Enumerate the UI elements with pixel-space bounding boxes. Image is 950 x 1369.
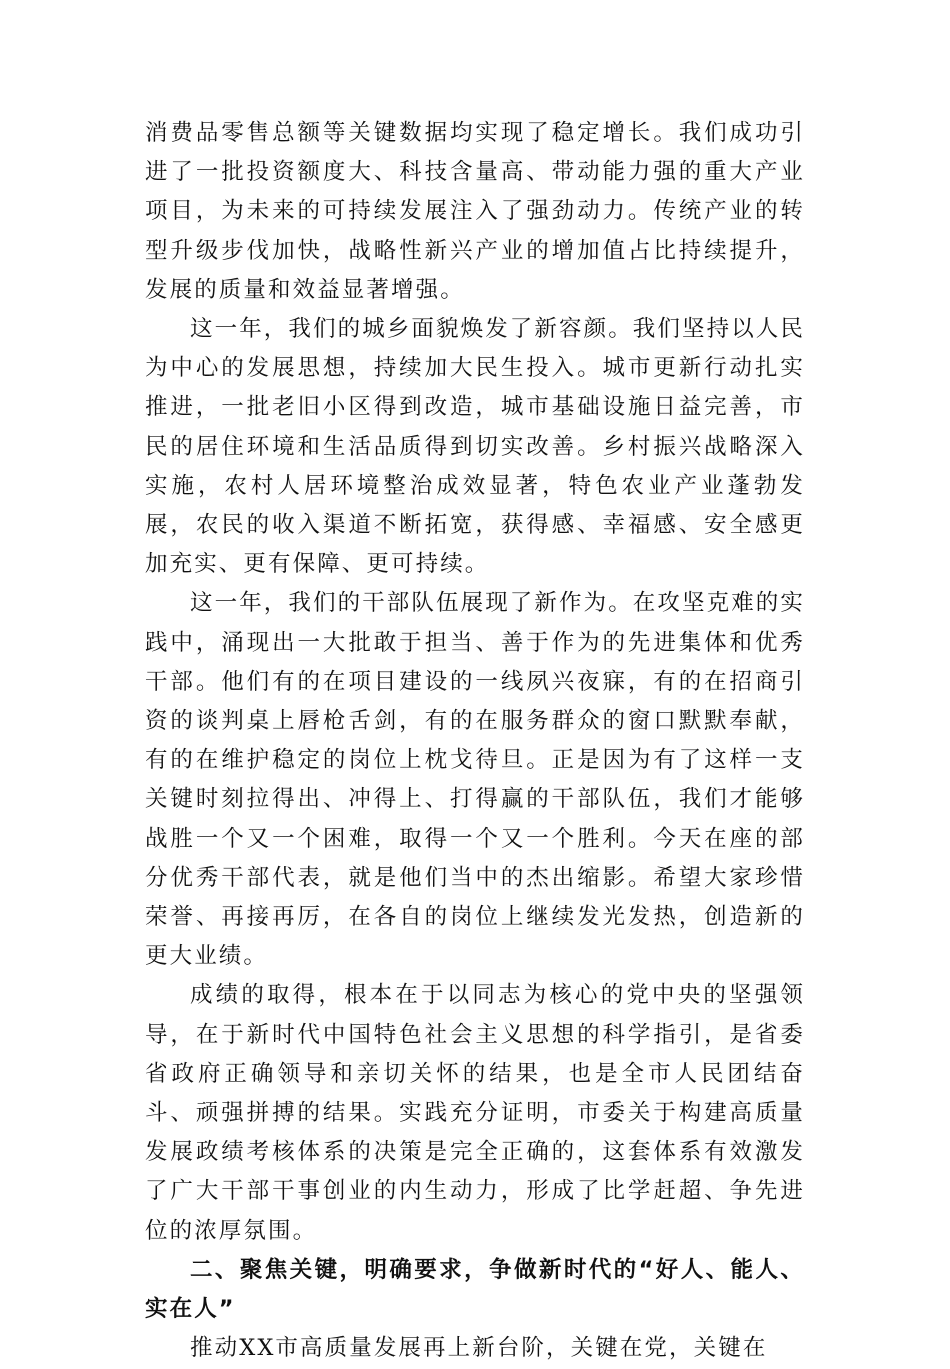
paragraph-continued: 消费品零售总额等关键数据均实现了稳定增长。我们成功引进了一批投资额度大、科技含量高、带动能力强的重大产业项目，为未来的可持续发展注入了强劲动力。传统产业的转型升级步伐加快，战略性新兴产业的增加值占比持续提升，发展的质量和效益显著增强。 xyxy=(145,120,805,303)
paragraph-last: 推动XX市高质量发展再上新台阶，关键在党，关键在 xyxy=(190,1335,768,1362)
paragraph-cadres: 这一年，我们的干部队伍展现了新作为。在攻坚克难的实践中，涌现出一大批敢于担当、善于作为的先进集体和优秀干部。他们有的在项目建设的一线夙兴夜寐，有的在招商引资的谈判桌上唇枪舌剑，有的在服务群众的窗口默默奉献，有的在维护稳定的岗位上枕戈待旦。正是因为有了这样一支关键时刻拉得出、冲得上、打得赢的干部队伍，我们才能够战胜一个又一个困难，取得一个又一个胜利。今天在座的部分优秀干部代表，就是他们当中的杰出缩影。希望大家珍惜荣誉、再接再厉，在各自的岗位上继续发光发热，创造新的更大业绩。 xyxy=(145,590,806,970)
section-heading: 二、聚焦关键，明确要求，争做新时代的“好人、能人、实在人” xyxy=(145,1256,805,1323)
document-body xyxy=(145,114,805,1369)
paragraph-urban-rural: 这一年，我们的城乡面貌焕发了新容颜。我们坚持以人民为中心的发展思想，持续加大民生投入。城市更新行动扎实推进，一批老旧小区得到改造，城市基础设施日益完善，市民的居住环境和生活品质得到切实改善。乡村振兴战略深入实施，农村人居环境整治成效显著，特色农业产业蓬勃发展，农民的收入渠道不断拓宽，获得感、幸福感、安全感更加充实、更有保障、更可持续。 xyxy=(145,316,806,578)
paragraph-achievements: 成绩的取得，根本在于以同志为核心的党中央的坚强领导，在于新时代中国特色社会主义思想的科学指引，是省委省政府正确领导和亲切关怀的结果，也是全市人民团结奋斗、顽强拼搏的结果。实践充分证明，市委关于构建高质量发展政绩考核体系的决策是完全正确的，这套体系有效激发了广大干部干事创业的内生动力，形成了比学赶超、争先进位的浓厚氛围。 xyxy=(145,982,805,1244)
